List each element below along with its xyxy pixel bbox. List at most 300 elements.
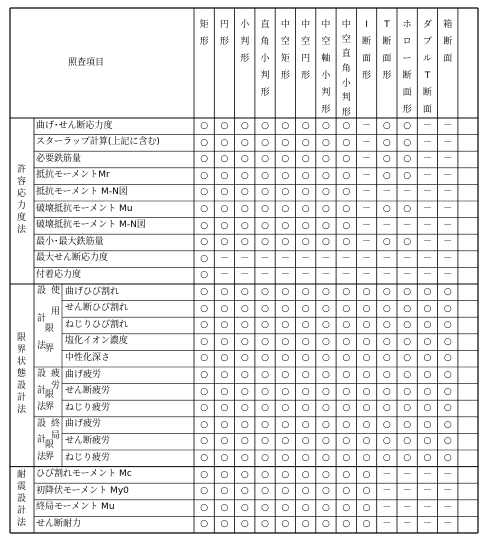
row-mark: ○ xyxy=(322,220,330,231)
row-mark: ○ xyxy=(240,170,249,181)
group-label-char: 界 xyxy=(16,345,26,356)
row-mark: ○ xyxy=(362,519,371,530)
row-mark: ○ xyxy=(220,502,229,513)
row-mark: ○ xyxy=(220,320,229,331)
row-mark: ○ xyxy=(261,320,269,331)
row-mark: ○ xyxy=(322,204,330,214)
row-label: せん断疲労 xyxy=(65,386,111,397)
row-mark: ○ xyxy=(362,486,371,497)
row-mark: ○ xyxy=(220,187,229,198)
row-mark: ○ xyxy=(403,204,412,214)
row-mark: ○ xyxy=(200,154,209,165)
row-mark: ○ xyxy=(342,436,351,447)
group-label-char: 度 xyxy=(16,213,26,223)
row-mark: ○ xyxy=(240,519,249,530)
row-mark: ○ xyxy=(200,320,209,331)
header-col-10-char: ホ xyxy=(402,20,412,30)
row-mark: ○ xyxy=(362,469,371,480)
row-mark: ○ xyxy=(403,170,412,181)
limit-design-char: 設 xyxy=(36,286,46,296)
row-mark: ○ xyxy=(301,154,310,165)
row-mark: － xyxy=(362,187,372,198)
row-mark: ○ xyxy=(240,121,249,131)
row-mark: ○ xyxy=(301,353,310,364)
row-mark: ○ xyxy=(200,436,209,447)
row-mark: ○ xyxy=(301,486,310,497)
row-mark: ○ xyxy=(261,170,269,181)
row-label: ねじり疲労 xyxy=(65,452,111,463)
row-mark: － xyxy=(443,502,453,513)
row-label: 付着応力度 xyxy=(36,269,82,280)
row-mark: ○ xyxy=(200,121,209,131)
row-mark: ○ xyxy=(281,436,290,447)
header-col-7-char: 直 xyxy=(341,49,351,60)
group-label-char: 許 xyxy=(16,165,26,175)
row-mark: ○ xyxy=(240,419,249,430)
row-mark: ○ xyxy=(220,370,229,380)
row-mark: ○ xyxy=(382,453,391,463)
row-mark: ○ xyxy=(281,220,290,231)
row-mark: ○ xyxy=(301,436,310,447)
row-mark: ○ xyxy=(382,353,391,364)
row-mark: ○ xyxy=(240,287,249,297)
row-mark: ○ xyxy=(403,353,412,364)
row-mark: ○ xyxy=(220,287,229,297)
row-label: 抵抗モーメントMr xyxy=(36,170,110,181)
row-mark: ○ xyxy=(301,419,310,430)
row-mark: ○ xyxy=(443,436,452,447)
row-mark: － xyxy=(362,253,372,264)
row-mark: ○ xyxy=(362,386,371,397)
row-mark: ○ xyxy=(200,303,209,314)
header-col-6-char: 判 xyxy=(321,88,331,98)
row-mark: － xyxy=(422,502,432,513)
row-mark: ○ xyxy=(220,353,229,364)
row-mark: ○ xyxy=(322,187,330,198)
group-label-char: 応 xyxy=(16,189,26,199)
row-mark: ○ xyxy=(220,220,229,231)
row-mark: ○ xyxy=(240,303,249,314)
row-mark: － xyxy=(443,469,453,480)
row-mark: － xyxy=(382,253,392,264)
limit-subgroup-char: 使 xyxy=(50,286,60,296)
row-mark: － xyxy=(321,253,331,264)
row-mark: － xyxy=(280,270,290,281)
row-mark: ○ xyxy=(220,204,229,214)
row-mark: ○ xyxy=(240,469,249,480)
row-mark: ○ xyxy=(240,336,249,347)
row-mark: ○ xyxy=(301,336,310,347)
row-mark: ○ xyxy=(261,336,269,347)
row-mark: ○ xyxy=(220,336,229,347)
row-mark: ○ xyxy=(443,336,452,347)
row-mark: ○ xyxy=(261,237,269,248)
row-mark: ○ xyxy=(301,469,310,480)
header-col-3-char: 小 xyxy=(260,54,270,64)
header-col-0-char: 矩 xyxy=(199,20,209,30)
row-mark: ○ xyxy=(220,137,229,148)
row-mark: ○ xyxy=(220,403,229,414)
row-mark: ○ xyxy=(342,287,351,297)
row-mark: ○ xyxy=(322,519,330,530)
header-col-7-char: 形 xyxy=(341,108,351,118)
row-mark: ○ xyxy=(301,204,310,214)
row-mark: ○ xyxy=(403,137,412,148)
row-mark: ○ xyxy=(240,320,249,331)
row-mark: ○ xyxy=(200,270,209,281)
row-mark: － xyxy=(382,502,392,513)
row-mark: － xyxy=(402,253,412,264)
row-mark: － xyxy=(422,469,432,480)
row-mark: － xyxy=(402,187,412,198)
row-mark: ○ xyxy=(342,419,351,430)
row-mark: ○ xyxy=(261,154,269,165)
row-label: せん断ひび割れ xyxy=(65,303,129,314)
row-mark: ○ xyxy=(342,519,351,530)
group-label-char: 法 xyxy=(16,405,26,416)
row-mark: ○ xyxy=(403,303,412,314)
row-mark: ○ xyxy=(240,370,249,380)
row-mark: － xyxy=(362,121,372,131)
row-mark: ○ xyxy=(220,519,229,530)
group-label-char: 法 xyxy=(16,517,26,528)
row-mark: － xyxy=(382,519,392,530)
row-mark: － xyxy=(341,270,351,281)
row-mark: ○ xyxy=(362,336,371,347)
row-mark: ○ xyxy=(261,386,269,397)
row-mark: ○ xyxy=(301,187,310,198)
header-col-7-char: 小 xyxy=(341,78,351,89)
header-col-8-char: 形 xyxy=(362,71,372,81)
row-label: 初降伏モーメント My0 xyxy=(36,485,129,496)
row-label: 最大せん断応力度 xyxy=(36,253,109,264)
row-mark: － xyxy=(443,270,453,281)
header-item-label: 照査項目 xyxy=(68,58,105,68)
row-label: 終局モーメント Mu xyxy=(36,502,115,513)
row-mark: － xyxy=(260,270,270,281)
row-mark: ○ xyxy=(200,253,209,264)
limit-subgroup-char: 限 xyxy=(44,389,54,400)
header-col-3-char: 判 xyxy=(260,71,270,81)
row-label: 曲げ疲労 xyxy=(65,419,102,430)
header-col-0-char: 形 xyxy=(199,37,209,47)
row-mark: ○ xyxy=(342,237,351,248)
row-mark: ○ xyxy=(443,320,452,331)
header-col-4-char: 矩 xyxy=(280,54,290,64)
row-mark: ○ xyxy=(382,204,391,214)
row-mark: ○ xyxy=(322,121,330,131)
row-mark: ○ xyxy=(342,370,351,380)
row-label: ひび割れモーメント Mc xyxy=(36,469,132,480)
limit-subgroup-char: 疲 xyxy=(50,369,60,379)
row-mark: ○ xyxy=(362,287,371,297)
group-label-char: 計 xyxy=(16,505,26,516)
row-mark: － xyxy=(362,137,372,148)
row-mark: － xyxy=(362,220,372,231)
row-mark: ○ xyxy=(403,419,412,430)
row-mark: ○ xyxy=(362,303,371,314)
group-label-char: 容 xyxy=(16,177,26,187)
row-mark: ○ xyxy=(240,486,249,497)
row-mark: ○ xyxy=(240,353,249,364)
row-mark: ○ xyxy=(261,303,269,314)
limit-design-char: 計 xyxy=(36,313,46,324)
row-mark: ○ xyxy=(322,303,330,314)
row-mark: ○ xyxy=(301,403,310,414)
limit-design-char: 法 xyxy=(36,341,46,352)
row-mark: － xyxy=(402,469,412,480)
row-mark: ○ xyxy=(322,469,330,480)
row-mark: ○ xyxy=(362,419,371,430)
row-mark: ○ xyxy=(423,353,432,364)
row-mark: ○ xyxy=(403,287,412,297)
header-col-12-char: 断 xyxy=(443,37,453,47)
row-mark: ○ xyxy=(423,453,432,463)
row-mark: － xyxy=(382,270,392,281)
row-mark: － xyxy=(240,270,250,281)
group-label-char: 設 xyxy=(16,381,26,392)
row-mark: － xyxy=(443,170,453,181)
row-label: 最小･最大鉄筋量 xyxy=(36,236,104,247)
row-mark: ○ xyxy=(322,154,330,165)
header-col-11-char: 面 xyxy=(422,105,432,115)
header-col-2-char: 判 xyxy=(240,37,250,47)
row-mark: ○ xyxy=(301,370,310,380)
limit-design-char: 設 xyxy=(36,369,46,379)
header-col-11-char: ブ xyxy=(422,37,432,47)
row-mark: ○ xyxy=(220,237,229,248)
row-mark: ○ xyxy=(261,453,269,463)
row-mark: － xyxy=(402,220,412,231)
row-mark: ○ xyxy=(200,170,209,181)
row-mark: ○ xyxy=(240,154,249,165)
row-mark: － xyxy=(362,204,372,214)
row-mark: ○ xyxy=(423,436,432,447)
row-mark: ○ xyxy=(301,287,310,297)
row-mark: － xyxy=(422,154,432,165)
header-col-9-char: 断 xyxy=(382,37,392,47)
row-mark: ○ xyxy=(382,303,391,314)
row-mark: ○ xyxy=(443,386,452,397)
row-mark: － xyxy=(280,253,290,264)
row-mark: ○ xyxy=(281,121,290,131)
row-mark: ○ xyxy=(301,121,310,131)
row-mark: ○ xyxy=(281,403,290,414)
row-label: 曲げ･せん断応力度 xyxy=(36,120,113,131)
header-col-2-char: 形 xyxy=(240,54,250,64)
row-mark: ○ xyxy=(342,403,351,414)
row-mark: ○ xyxy=(301,303,310,314)
row-mark: － xyxy=(402,270,412,281)
limit-design-char: 設 xyxy=(36,418,46,429)
row-mark: ○ xyxy=(382,436,391,447)
row-mark: ○ xyxy=(220,453,229,463)
header-col-5-char: 円 xyxy=(301,54,311,64)
row-mark: ○ xyxy=(240,187,249,198)
row-mark: ○ xyxy=(322,287,330,297)
row-mark: ○ xyxy=(362,320,371,331)
limit-subgroup-char: 終 xyxy=(50,418,60,429)
header-col-11-char: ル xyxy=(422,54,432,64)
row-mark: ○ xyxy=(403,320,412,331)
row-mark: ○ xyxy=(281,486,290,497)
header-col-1-char: 形 xyxy=(219,37,229,47)
header-col-2-char: 小 xyxy=(240,20,250,30)
row-mark: － xyxy=(443,137,453,148)
row-mark: ○ xyxy=(301,320,310,331)
row-mark: ○ xyxy=(423,303,432,314)
row-mark: ○ xyxy=(301,237,310,248)
row-mark: ○ xyxy=(443,303,452,314)
row-mark: ○ xyxy=(200,353,209,364)
row-mark: － xyxy=(382,220,392,231)
row-mark: ○ xyxy=(220,121,229,131)
row-mark: － xyxy=(443,519,453,530)
row-label: 中性化深さ xyxy=(65,352,111,363)
header-col-8-char: 断 xyxy=(362,37,372,47)
group-label-char: 設 xyxy=(16,493,26,504)
row-mark: ○ xyxy=(382,287,391,297)
row-mark: ○ xyxy=(200,237,209,248)
row-mark: ○ xyxy=(200,386,209,397)
row-mark: ○ xyxy=(342,386,351,397)
row-mark: ○ xyxy=(261,353,269,364)
row-mark: ○ xyxy=(240,220,249,231)
row-mark: ○ xyxy=(403,121,412,131)
row-mark: ○ xyxy=(200,336,209,347)
row-mark: － xyxy=(219,270,229,281)
row-mark: ○ xyxy=(382,336,391,347)
row-mark: ○ xyxy=(342,121,351,131)
row-mark: ○ xyxy=(220,419,229,430)
row-mark: ○ xyxy=(200,137,209,148)
row-mark: ○ xyxy=(240,137,249,148)
header-col-12-char: 箱 xyxy=(443,20,453,30)
header-col-10-char: 形 xyxy=(402,105,412,115)
row-mark: － xyxy=(443,204,453,214)
row-label: 抵抗モーメント M-N図 xyxy=(36,186,128,197)
row-mark: ○ xyxy=(423,287,432,297)
row-mark: ○ xyxy=(281,303,290,314)
group-label-char: 力 xyxy=(16,201,26,211)
row-mark: ○ xyxy=(301,502,310,513)
row-label: 曲げ疲労 xyxy=(65,369,102,380)
group-label-char: 状 xyxy=(16,357,26,368)
limit-subgroup-char: 界 xyxy=(44,344,54,355)
row-mark: ○ xyxy=(240,204,249,214)
row-mark: ○ xyxy=(200,502,209,513)
row-mark: ○ xyxy=(322,419,330,430)
header-col-9-char: 面 xyxy=(382,54,392,64)
header-col-3-char: 角 xyxy=(260,37,270,47)
row-mark: ○ xyxy=(281,187,290,198)
row-mark: ○ xyxy=(403,154,412,165)
row-mark: ○ xyxy=(403,237,412,248)
row-mark: ○ xyxy=(200,187,209,198)
row-mark: ○ xyxy=(322,353,330,364)
row-mark: ○ xyxy=(240,453,249,463)
row-mark: － xyxy=(443,253,453,264)
row-mark: ○ xyxy=(322,336,330,347)
row-mark: ○ xyxy=(342,502,351,513)
row-mark: ○ xyxy=(362,403,371,414)
row-mark: ○ xyxy=(200,453,209,463)
row-mark: ○ xyxy=(403,403,412,414)
row-mark: ○ xyxy=(261,187,269,198)
row-mark: － xyxy=(422,204,432,214)
row-mark: ○ xyxy=(443,403,452,414)
row-mark: － xyxy=(422,187,432,198)
row-mark: ○ xyxy=(200,204,209,214)
row-label: せん断耐力 xyxy=(36,518,82,529)
row-mark: ○ xyxy=(342,137,351,148)
limit-subgroup-char: 用 xyxy=(50,306,60,317)
row-mark: ○ xyxy=(261,121,269,131)
row-mark: ○ xyxy=(322,237,330,248)
row-label: ねじりひび割れ xyxy=(65,319,129,330)
limit-design-char: 計 xyxy=(36,435,46,446)
row-mark: － xyxy=(362,270,372,281)
row-mark: － xyxy=(362,237,372,248)
group-label-char: 態 xyxy=(16,369,26,380)
row-mark: ○ xyxy=(382,386,391,397)
row-mark: － xyxy=(443,486,453,497)
header-col-11-char: ダ xyxy=(422,20,432,30)
row-mark: － xyxy=(402,519,412,530)
row-mark: － xyxy=(402,486,412,497)
header-col-8-char: 面 xyxy=(362,54,372,64)
row-mark: ○ xyxy=(200,486,209,497)
row-mark: ○ xyxy=(443,287,452,297)
header-col-8-char: I xyxy=(365,20,368,30)
row-mark: ○ xyxy=(301,386,310,397)
row-mark: ○ xyxy=(240,403,249,414)
row-mark: ○ xyxy=(443,419,452,430)
header-col-11-char: 断 xyxy=(422,88,432,98)
row-mark: ○ xyxy=(281,237,290,248)
limit-design-char: 計 xyxy=(36,385,46,396)
row-mark: ○ xyxy=(301,220,310,231)
row-mark: － xyxy=(341,253,351,264)
row-mark: － xyxy=(422,237,432,248)
row-mark: ○ xyxy=(301,137,310,148)
row-mark: ○ xyxy=(220,303,229,314)
row-mark: ○ xyxy=(220,436,229,447)
header-col-10-char: ロ xyxy=(402,37,412,47)
row-mark: ○ xyxy=(342,486,351,497)
row-mark: ○ xyxy=(342,154,351,165)
row-mark: ○ xyxy=(200,519,209,530)
row-mark: ○ xyxy=(423,419,432,430)
limit-subgroup-char: 界 xyxy=(44,452,54,463)
row-label: せん断疲労 xyxy=(65,435,111,446)
row-mark: ○ xyxy=(261,204,269,214)
row-mark: ○ xyxy=(322,502,330,513)
row-mark: ○ xyxy=(281,370,290,380)
header-col-5-char: 形 xyxy=(301,71,311,81)
row-label: 破壊抵抗モーメント M-N図 xyxy=(36,220,146,231)
row-mark: ○ xyxy=(281,137,290,148)
header-col-4-char: 中 xyxy=(280,20,290,30)
row-mark: ○ xyxy=(403,453,412,463)
row-mark: ○ xyxy=(362,370,371,380)
row-mark: ○ xyxy=(322,453,330,463)
row-mark: ○ xyxy=(362,353,371,364)
row-mark: ○ xyxy=(261,220,269,231)
row-mark: ○ xyxy=(261,419,269,430)
row-mark: ○ xyxy=(281,419,290,430)
row-mark: ○ xyxy=(342,320,351,331)
